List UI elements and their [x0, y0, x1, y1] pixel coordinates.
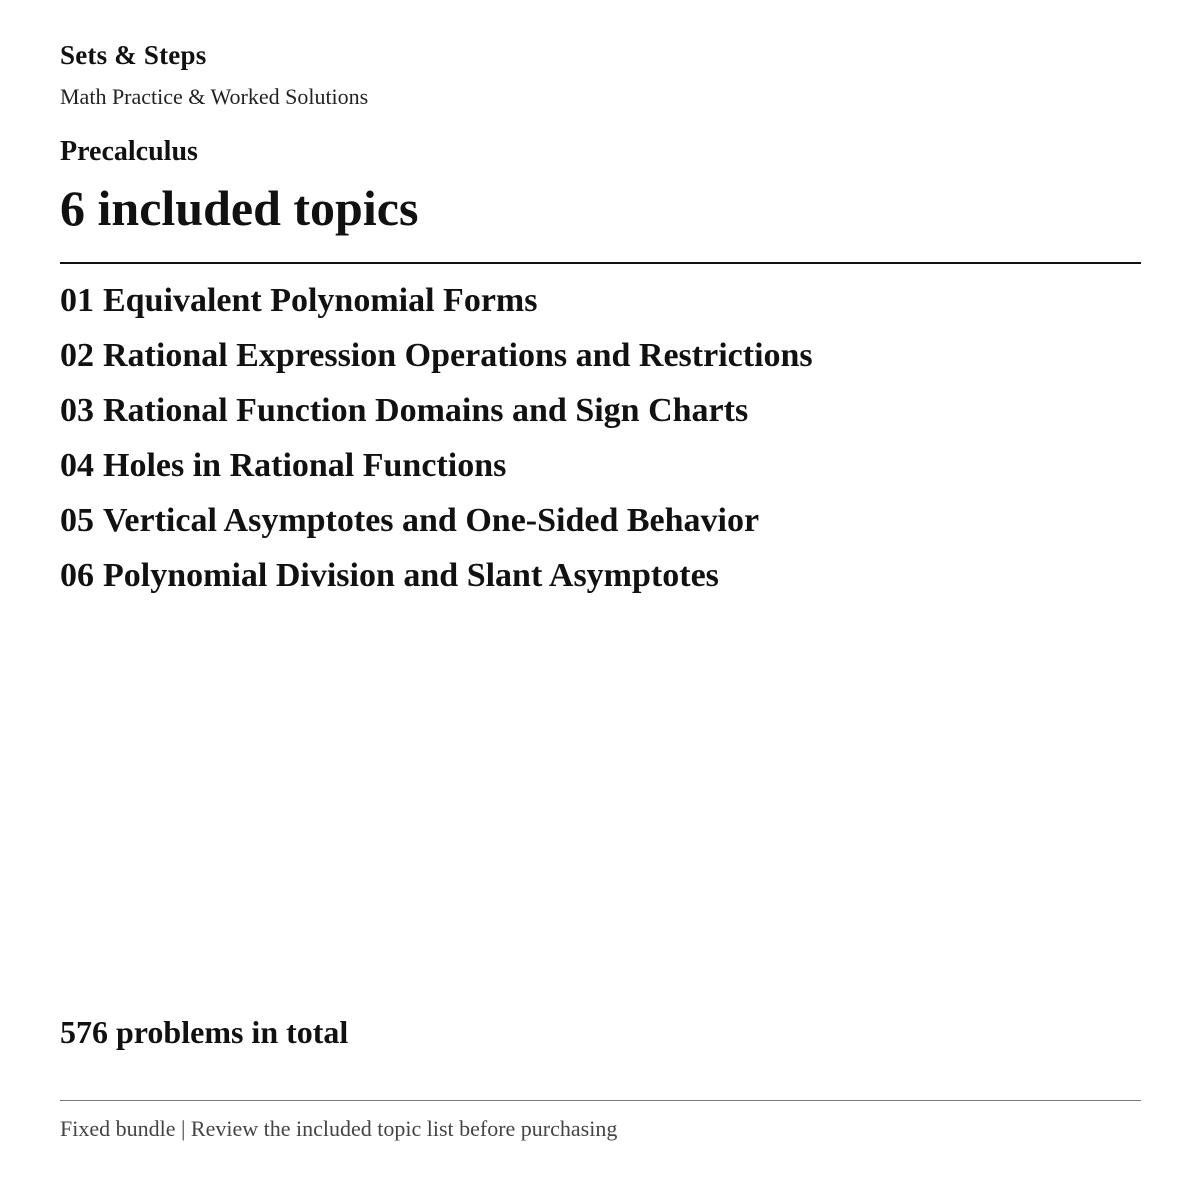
topic-number: 02 — [60, 337, 94, 374]
footer-note: Fixed bundle | Review the included topic list before purchasing — [60, 1116, 618, 1141]
topic-name: Rational Expression Operations and Restrictions — [103, 337, 813, 374]
footer-divider — [60, 1100, 1141, 1101]
topic-name: Polynomial Division and Slant Asymptotes — [103, 557, 719, 594]
header-divider — [60, 262, 1141, 264]
brand-tagline: Math Practice & Worked Solutions — [60, 84, 369, 109]
topic-name: Holes in Rational Functions — [103, 447, 507, 484]
subject-label: Precalculus — [60, 136, 198, 167]
topic-item — [60, 335, 813, 390]
topic-list — [60, 280, 813, 610]
topic-number: 06 — [60, 557, 94, 594]
topic-item — [60, 390, 813, 445]
topic-item — [60, 555, 813, 610]
brand-name: Sets & Steps — [60, 40, 207, 70]
problem-total: 576 problems in total — [60, 1014, 349, 1050]
page-title: 6 included topics — [60, 180, 419, 236]
topic-item — [60, 280, 813, 335]
topic-name: Vertical Asymptotes and One-Sided Behavior — [103, 502, 760, 539]
topic-item — [60, 445, 813, 500]
topic-name: Rational Function Domains and Sign Charts — [103, 392, 749, 429]
topic-number: 04 — [60, 447, 94, 484]
topic-number: 05 — [60, 502, 94, 539]
topic-number: 01 — [60, 282, 94, 319]
topic-name: Equivalent Polynomial Forms — [103, 282, 538, 319]
topic-item — [60, 500, 813, 555]
bundle-page — [60, 0, 1141, 1200]
topic-number: 03 — [60, 392, 94, 429]
